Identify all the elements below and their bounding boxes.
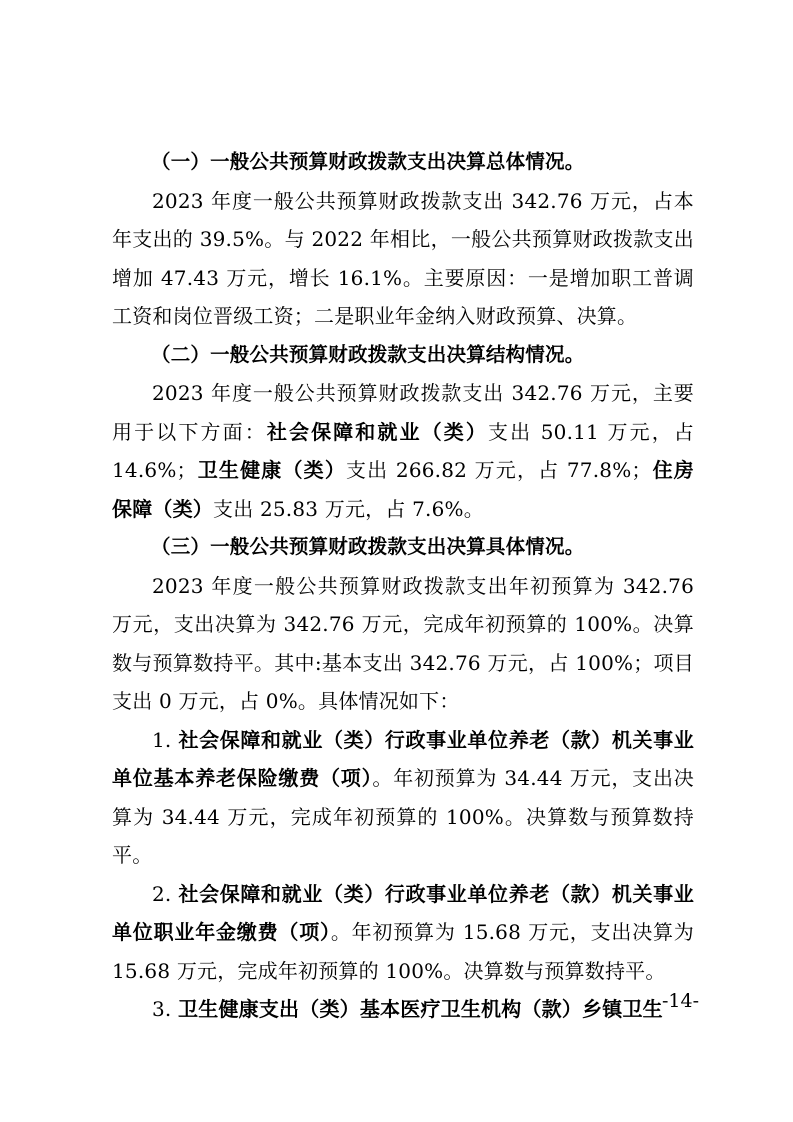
detail-item-3 [112,990,694,1029]
detail-item-3-number: 3. [152,997,172,1021]
section-1-heading: （一）一般公共预算财政拨款支出决算总体情况。 [151,150,585,173]
category-housing-label: 住房保障（类） [112,458,694,521]
category-social-security-value: 支出 50.11 万元，占 14.6%； [112,419,695,482]
category-health-label: 卫生健康（类） [196,458,346,482]
section-3-heading: （三）一般公共预算财政拨款支出决算具体情况。 [151,535,585,558]
detail-item-2-number: 2. [152,881,172,906]
detail-item-1 [112,721,694,875]
detail-item-3-label: 卫生健康支出（类）基本医疗卫生机构（款）乡镇卫生 [178,997,663,1021]
detail-item-1-number: 1. [152,727,172,752]
category-social-security-label: 社会保障和就业（类） [266,419,489,444]
document-body [112,143,694,1029]
section-2-paragraph [112,374,694,528]
category-health-value: 支出 266.82 万元，占 77.8%； [346,458,652,482]
detail-item-2 [112,875,694,991]
section-2-intro: 2023 年度一般公共预算财政拨款支出 342.76 万元，主要用于以下方面： [112,381,694,444]
detail-item-2-label: 社会保障和就业（类）行政事业单位养老（款）机关事业单位职业年金缴费（项） [112,881,694,944]
page-number: -14- [661,990,699,1012]
category-housing-value: 支出 25.83 万元，占 7.6%。 [213,496,484,521]
detail-item-2-text: 。年初预算为 15.68 万元，支出决算为 15.68 万元，完成年初预算的 100%。决算数与预算数持平。 [112,920,694,983]
detail-item-1-label: 社会保障和就业（类）行政事业单位养老（款）机关事业单位基本养老保险缴费（项） [112,727,694,790]
section-2-heading: （二）一般公共预算财政拨款支出决算结构情况。 [151,342,585,366]
section-3-paragraph: 2023 年度一般公共预算财政拨款支出年初预算为 342.76 万元，支出决算为 342.76 万元，完成年初预算的 100%。决算数与预算数持平。其中:基本支出 342.76 万元，占 100%；项目支出 0 万元，占 0%。具体情况如下： [112,573,694,713]
detail-item-1-text: 。年初预算为 34.44 万元，支出决算为 34.44 万元，完成年初预算的 100%。决算数与预算数持平。 [112,766,694,867]
section-1-paragraph: 2023 年度一般公共预算财政拨款支出 342.76 万元，占本年支出的 39.5%。与 2022 年相比，一般公共预算财政拨款支出增加 47.43 万元，增长 16.1%。主要原因：一是增加职工普调工资和岗位晋级工资；二是职业年金纳入财政预算、决算。 [112,188,694,328]
